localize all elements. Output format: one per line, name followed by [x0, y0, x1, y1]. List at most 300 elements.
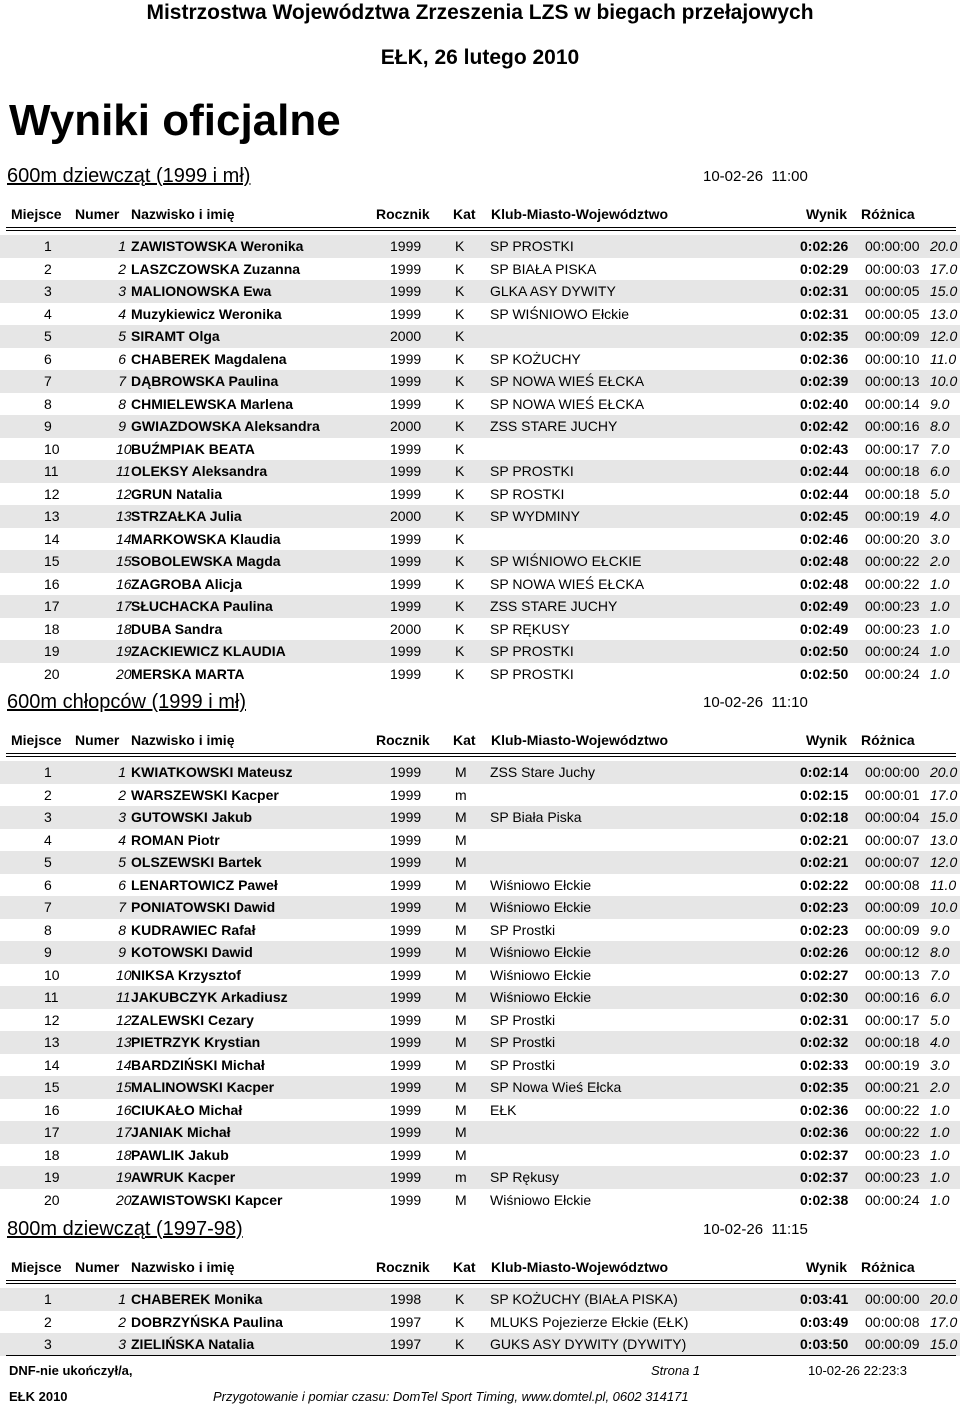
cell-category: M	[455, 989, 467, 1005]
table-row	[0, 235, 960, 258]
column-headers	[0, 729, 960, 751]
cell-athlete-name: JAKUBCZYK Arkadiusz	[131, 989, 288, 1005]
cell-birth-year: 1999	[390, 1034, 422, 1050]
cell-time-difference: 00:00:18	[865, 1034, 920, 1050]
cell-time-difference: 00:00:18	[865, 463, 920, 479]
cell-time-difference: 00:00:05	[865, 283, 920, 299]
cell-athlete-name: PIETRZYK Krystian	[131, 1034, 261, 1050]
cell-club: SP Nowa Wieś Ełcka	[490, 1079, 622, 1095]
cell-bib-number: 17	[116, 1124, 132, 1140]
cell-bib-number: 1	[118, 238, 126, 254]
cell-time-difference: 00:00:08	[865, 876, 920, 893]
cell-bib-number: 5	[118, 328, 126, 344]
cell-time-difference: 00:00:24	[865, 643, 920, 659]
header-divider	[6, 230, 956, 231]
cell-birth-year: 1999	[390, 485, 422, 502]
cell-athlete-name: DOBRZYŃSKA Paulina	[131, 1313, 283, 1330]
cell-category: K	[455, 373, 465, 389]
cell-club: SP Prostki	[490, 1034, 556, 1050]
cell-birth-year: 1999	[390, 786, 422, 803]
cell-category: K	[455, 620, 465, 637]
column-header-num: Numer	[75, 1259, 120, 1275]
cell-result-time: 0:02:37	[800, 1169, 849, 1185]
cell-result-time: 0:02:38	[800, 1191, 849, 1208]
cell-points: 17.0	[930, 260, 958, 277]
cell-birth-year: 1999	[390, 944, 422, 960]
cell-birth-year: 1999	[390, 260, 422, 277]
cell-points: 11.0	[930, 876, 957, 893]
cell-bib-number: 8	[118, 921, 126, 938]
cell-time-difference: 00:00:19	[865, 1056, 920, 1073]
cell-birth-year: 1999	[390, 530, 422, 547]
section-start-time: 10-02-26 11:15	[703, 1221, 808, 1238]
cell-place: 2	[44, 786, 52, 803]
cell-club: Wiśniowo Ełckie	[490, 876, 592, 893]
cell-club: SP Prostki	[490, 1011, 556, 1028]
cell-category: M	[455, 1101, 467, 1118]
cell-result-time: 0:02:31	[800, 1011, 849, 1028]
cell-athlete-name: ZIELIŃSKA Natalia	[131, 1336, 255, 1352]
header-divider	[6, 756, 956, 757]
cell-category: m	[455, 1169, 467, 1185]
table-row	[0, 258, 960, 281]
table-row	[0, 964, 960, 987]
cell-bib-number: 15	[116, 1079, 132, 1095]
cell-birth-year: 1999	[390, 854, 422, 870]
cell-time-difference: 00:00:07	[865, 854, 920, 870]
cell-category: M	[455, 764, 467, 780]
cell-bib-number: 12	[116, 485, 132, 502]
cell-bib-number: 19	[116, 643, 132, 659]
cell-bib-number: 11	[116, 463, 131, 479]
cell-time-difference: 00:00:09	[865, 328, 920, 344]
section-header	[0, 163, 960, 197]
cell-club: SP RĘKUSY	[490, 620, 570, 637]
table-row	[0, 393, 960, 416]
cell-athlete-name: OLEKSY Aleksandra	[131, 463, 268, 479]
cell-points: 1.0	[930, 598, 950, 614]
cell-points: 11.0	[930, 350, 957, 367]
cell-birth-year: 1999	[390, 876, 422, 893]
cell-result-time: 0:02:23	[800, 921, 849, 938]
cell-points: 20.0	[930, 238, 958, 254]
cell-result-time: 0:02:21	[800, 831, 849, 848]
column-header-place: Miejsce	[11, 206, 62, 222]
cell-birth-year: 1997	[390, 1313, 422, 1330]
cell-birth-year: 1999	[390, 921, 422, 938]
cell-place: 8	[44, 395, 52, 412]
cell-birth-year: 1999	[390, 764, 422, 780]
cell-points: 17.0	[930, 786, 958, 803]
cell-club: SP PROSTKI	[490, 665, 574, 682]
table-row	[0, 1311, 960, 1334]
cell-time-difference: 00:00:17	[865, 440, 920, 457]
cell-place: 20	[44, 665, 60, 682]
cell-athlete-name: Muzykiewicz Weronika	[131, 305, 282, 322]
results-section	[0, 689, 960, 1211]
cell-category: K	[455, 395, 465, 412]
cell-birth-year: 1999	[390, 1169, 422, 1185]
cell-time-difference: 00:00:03	[865, 260, 920, 277]
table-row	[0, 573, 960, 596]
footer-page-number: Strona 1	[651, 1363, 701, 1378]
cell-athlete-name: CIUKAŁO Michał	[131, 1101, 243, 1118]
section-title: 600m dziewcząt (1999 i mł)	[7, 165, 251, 187]
cell-points: 2.0	[930, 553, 950, 569]
footer-timestamp: 10-02-26 22:23:3	[808, 1363, 908, 1378]
cell-club: SP BIAŁA PISKA	[490, 260, 597, 277]
column-header-diff: Różnica	[861, 1259, 915, 1275]
header-divider	[6, 1280, 956, 1281]
cell-time-difference: 00:00:24	[865, 665, 920, 682]
cell-birth-year: 1998	[390, 1291, 422, 1307]
table-row	[0, 618, 960, 641]
cell-points: 15.0	[930, 283, 958, 299]
cell-athlete-name: SOBOLEWSKA Magda	[131, 553, 281, 569]
cell-place: 11	[44, 989, 59, 1005]
column-header-num: Numer	[75, 206, 120, 222]
cell-birth-year: 2000	[390, 418, 422, 434]
cell-bib-number: 11	[116, 989, 131, 1005]
cell-athlete-name: JANIAK Michał	[131, 1124, 231, 1140]
table-row	[0, 1288, 960, 1311]
cell-bib-number: 17	[116, 598, 132, 614]
cell-category: K	[455, 260, 465, 277]
cell-athlete-name: ZAWISTOWSKI Kapcer	[131, 1191, 283, 1208]
cell-athlete-name: AWRUK Kacper	[131, 1169, 236, 1185]
cell-time-difference: 00:00:22	[865, 1101, 920, 1118]
column-header-kat: Kat	[453, 206, 476, 222]
cell-time-difference: 00:00:22	[865, 553, 920, 569]
cell-place: 1	[44, 764, 52, 780]
cell-result-time: 0:02:44	[800, 463, 849, 479]
table-row	[0, 438, 960, 461]
cell-club: ZSS Stare Juchy	[490, 764, 596, 780]
cell-bib-number: 15	[116, 553, 132, 569]
cell-club: Wiśniowo Ełckie	[490, 944, 592, 960]
cell-points: 8.0	[930, 944, 950, 960]
column-headers	[0, 1256, 960, 1278]
cell-time-difference: 00:00:21	[865, 1079, 920, 1095]
footer-divider	[6, 1355, 956, 1356]
cell-time-difference: 00:00:17	[865, 1011, 920, 1028]
cell-points: 6.0	[930, 463, 950, 479]
cell-category: M	[455, 1056, 467, 1073]
cell-birth-year: 1999	[390, 831, 422, 848]
cell-time-difference: 00:00:24	[865, 1191, 920, 1208]
cell-time-difference: 00:00:13	[865, 373, 920, 389]
cell-time-difference: 00:00:19	[865, 508, 920, 524]
cell-category: M	[455, 899, 467, 915]
cell-birth-year: 1999	[390, 899, 422, 915]
cell-result-time: 0:02:44	[800, 485, 849, 502]
cell-bib-number: 13	[116, 508, 132, 524]
header-divider	[6, 753, 956, 754]
results-section	[0, 163, 960, 685]
cell-result-time: 0:02:29	[800, 260, 849, 277]
cell-time-difference: 00:00:00	[865, 764, 920, 780]
cell-place: 9	[44, 418, 52, 434]
cell-athlete-name: PONIATOWSKI Dawid	[131, 899, 276, 915]
cell-bib-number: 18	[116, 620, 132, 637]
cell-place: 1	[44, 1291, 52, 1307]
cell-athlete-name: ZACKIEWICZ KLAUDIA	[131, 643, 286, 659]
cell-points: 3.0	[930, 1056, 950, 1073]
cell-time-difference: 00:00:01	[865, 786, 920, 803]
cell-bib-number: 3	[118, 809, 126, 825]
cell-result-time: 0:02:31	[800, 283, 849, 299]
cell-bib-number: 2	[118, 260, 126, 277]
cell-athlete-name: BARDZIŃSKI Michał	[131, 1056, 265, 1073]
column-header-year: Rocznik	[376, 206, 430, 222]
cell-birth-year: 1999	[390, 238, 422, 254]
cell-result-time: 0:02:30	[800, 989, 849, 1005]
cell-points: 13.0	[930, 831, 958, 848]
cell-time-difference: 00:00:16	[865, 989, 920, 1005]
cell-result-time: 0:02:14	[800, 764, 849, 780]
cell-result-time: 0:02:31	[800, 305, 849, 322]
table-row	[0, 1166, 960, 1189]
cell-bib-number: 9	[118, 944, 126, 960]
cell-category: K	[455, 283, 465, 299]
cell-birth-year: 1999	[390, 440, 422, 457]
table-row	[0, 784, 960, 807]
cell-points: 1.0	[930, 575, 950, 592]
cell-birth-year: 1999	[390, 1011, 422, 1028]
cell-time-difference: 00:00:12	[865, 944, 920, 960]
cell-result-time: 0:02:35	[800, 1079, 849, 1095]
cell-place: 7	[44, 373, 52, 389]
cell-place: 15	[44, 553, 60, 569]
cell-club: SP WYDMINY	[490, 508, 580, 524]
cell-bib-number: 16	[116, 1101, 132, 1118]
cell-bib-number: 7	[118, 373, 126, 389]
cell-points: 3.0	[930, 530, 950, 547]
cell-athlete-name: SIRAMT Olga	[131, 328, 220, 344]
cell-athlete-name: STRZAŁKA Julia	[131, 508, 242, 524]
column-header-place: Miejsce	[11, 1259, 62, 1275]
column-header-name: Nazwisko i imię	[131, 1259, 235, 1275]
table-row	[0, 483, 960, 506]
cell-points: 15.0	[930, 809, 958, 825]
cell-time-difference: 00:00:13	[865, 966, 920, 983]
cell-points: 7.0	[930, 966, 950, 983]
cell-result-time: 0:02:36	[800, 1124, 849, 1140]
header-title: Mistrzostwa Województwa Zrzeszenia LZS w biegach przełajowych	[146, 1, 814, 24]
cell-category: m	[455, 786, 467, 803]
cell-bib-number: 10	[116, 966, 132, 983]
column-header-club: Klub-Miasto-Województwo	[491, 206, 669, 222]
cell-place: 16	[44, 575, 60, 592]
cell-birth-year: 1999	[390, 395, 422, 412]
cell-birth-year: 1999	[390, 1101, 422, 1118]
cell-bib-number: 19	[116, 1169, 132, 1185]
cell-points: 10.0	[930, 373, 958, 389]
table-row	[0, 941, 960, 964]
cell-bib-number: 14	[116, 530, 132, 547]
cell-place: 12	[44, 1011, 60, 1028]
cell-place: 12	[44, 485, 60, 502]
cell-bib-number: 20	[116, 665, 132, 682]
table-row	[0, 528, 960, 551]
cell-birth-year: 1999	[390, 643, 422, 659]
cell-category: M	[455, 944, 467, 960]
cell-time-difference: 00:00:16	[865, 418, 920, 434]
cell-place: 11	[44, 463, 59, 479]
cell-club: ZSS STARE JUCHY	[490, 418, 618, 434]
cell-category: K	[455, 328, 465, 344]
cell-club: GUKS ASY DYWITY (DYWITY)	[490, 1336, 687, 1352]
cell-birth-year: 1997	[390, 1336, 422, 1352]
table-row	[0, 896, 960, 919]
column-header-wynik: Wynik	[806, 732, 847, 748]
table-row	[0, 829, 960, 852]
cell-club: SP Biała Piska	[490, 809, 582, 825]
cell-result-time: 0:03:50	[800, 1336, 849, 1352]
cell-athlete-name: ZALEWSKI Cezary	[131, 1011, 254, 1028]
table-row	[0, 1009, 960, 1032]
column-header-name: Nazwisko i imię	[131, 206, 235, 222]
cell-club: SP Prostki	[490, 1056, 556, 1073]
cell-place: 16	[44, 1101, 60, 1118]
cell-place: 6	[44, 350, 52, 367]
cell-place: 3	[44, 283, 52, 299]
cell-points: 12.0	[930, 854, 958, 870]
cell-points: 9.0	[930, 395, 950, 412]
cell-points: 1.0	[930, 643, 950, 659]
cell-category: K	[455, 350, 465, 367]
cell-time-difference: 00:00:18	[865, 485, 920, 502]
cell-birth-year: 1999	[390, 1056, 422, 1073]
cell-athlete-name: DUBA Sandra	[131, 620, 223, 637]
header-divider	[6, 1283, 956, 1284]
cell-time-difference: 00:00:10	[865, 350, 920, 367]
cell-category: K	[455, 553, 465, 569]
cell-place: 20	[44, 1191, 60, 1208]
cell-category: M	[455, 1191, 467, 1208]
cell-result-time: 0:02:39	[800, 373, 849, 389]
cell-club: Wiśniowo Ełckie	[490, 1191, 592, 1208]
cell-result-time: 0:02:26	[800, 238, 849, 254]
cell-bib-number: 3	[118, 283, 126, 299]
cell-points: 17.0	[930, 1313, 958, 1330]
cell-place: 3	[44, 809, 52, 825]
cell-place: 13	[44, 508, 60, 524]
cell-points: 13.0	[930, 305, 958, 322]
cell-result-time: 0:02:48	[800, 575, 849, 592]
table-row	[0, 550, 960, 573]
cell-place: 4	[44, 305, 52, 322]
cell-bib-number: 14	[116, 1056, 132, 1073]
footer-place: EŁK 2010	[9, 1389, 68, 1404]
cell-birth-year: 1999	[390, 305, 422, 322]
table-row	[0, 370, 960, 393]
cell-place: 4	[44, 831, 52, 848]
table-row	[0, 1099, 960, 1122]
table-row	[0, 640, 960, 663]
cell-club: Wiśniowo Ełckie	[490, 966, 592, 983]
cell-points: 4.0	[930, 508, 950, 524]
cell-bib-number: 1	[118, 1291, 126, 1307]
cell-points: 4.0	[930, 1034, 950, 1050]
cell-result-time: 0:02:15	[800, 786, 849, 803]
cell-bib-number: 6	[118, 876, 126, 893]
cell-category: M	[455, 809, 467, 825]
cell-place: 5	[44, 854, 52, 870]
cell-athlete-name: SŁUCHACKA Paulina	[131, 598, 273, 614]
cell-bib-number: 18	[116, 1146, 132, 1163]
cell-club: MLUKS Pojezierze Ełckie (EŁK)	[490, 1313, 689, 1330]
cell-athlete-name: LENARTOWICZ Paweł	[131, 876, 278, 893]
column-headers	[0, 203, 960, 225]
cell-category: K	[455, 418, 465, 434]
cell-points: 15.0	[930, 1336, 958, 1352]
cell-birth-year: 1999	[390, 463, 422, 479]
cell-result-time: 0:02:33	[800, 1056, 849, 1073]
cell-place: 18	[44, 620, 60, 637]
cell-result-time: 0:02:35	[800, 328, 849, 344]
cell-category: M	[455, 854, 467, 870]
section-start-time: 10-02-26 11:00	[703, 168, 808, 185]
column-header-wynik: Wynik	[806, 1259, 847, 1275]
cell-time-difference: 00:00:23	[865, 620, 920, 637]
cell-club: SP NOWA WIEŚ EŁCKA	[490, 395, 645, 412]
table-row	[0, 1076, 960, 1099]
cell-result-time: 0:02:26	[800, 944, 849, 960]
cell-category: K	[455, 463, 465, 479]
column-header-diff: Różnica	[861, 206, 915, 222]
results-section	[0, 1216, 960, 1356]
cell-time-difference: 00:00:09	[865, 899, 920, 915]
column-header-place: Miejsce	[11, 732, 62, 748]
cell-result-time: 0:03:49	[800, 1313, 849, 1330]
cell-time-difference: 00:00:09	[865, 1336, 920, 1352]
cell-time-difference: 00:00:04	[865, 809, 920, 825]
cell-category: K	[455, 440, 465, 457]
cell-category: K	[455, 530, 465, 547]
cell-place: 5	[44, 328, 52, 344]
cell-club: SP PROSTKI	[490, 463, 574, 479]
cell-category: K	[455, 1291, 465, 1307]
cell-points: 20.0	[930, 764, 958, 780]
cell-place: 10	[44, 440, 60, 457]
cell-birth-year: 1999	[390, 1146, 422, 1163]
cell-birth-year: 1999	[390, 989, 422, 1005]
cell-points: 12.0	[930, 328, 958, 344]
cell-birth-year: 1999	[390, 966, 422, 983]
column-header-year: Rocznik	[376, 1259, 430, 1275]
cell-bib-number: 9	[118, 418, 126, 434]
cell-athlete-name: MALIONOWSKA Ewa	[131, 283, 272, 299]
cell-bib-number: 7	[118, 899, 126, 915]
cell-result-time: 0:02:45	[800, 508, 849, 524]
cell-points: 1.0	[930, 1101, 950, 1118]
cell-athlete-name: BUŹMPIAK BEATA	[131, 440, 255, 457]
cell-category: K	[455, 508, 465, 524]
cell-category: K	[455, 643, 465, 659]
cell-category: K	[455, 238, 465, 254]
cell-points: 9.0	[930, 921, 950, 938]
cell-birth-year: 2000	[390, 328, 422, 344]
cell-result-time: 0:02:46	[800, 530, 849, 547]
cell-athlete-name: CHMIELEWSKA Marlena	[131, 395, 294, 412]
table-row	[0, 595, 960, 618]
cell-bib-number: 10	[116, 440, 132, 457]
cell-club: Wiśniowo Ełckie	[490, 899, 592, 915]
cell-club: SP KOŻUCHY	[490, 350, 581, 367]
cell-result-time: 0:02:36	[800, 350, 849, 367]
cell-points: 1.0	[930, 665, 950, 682]
